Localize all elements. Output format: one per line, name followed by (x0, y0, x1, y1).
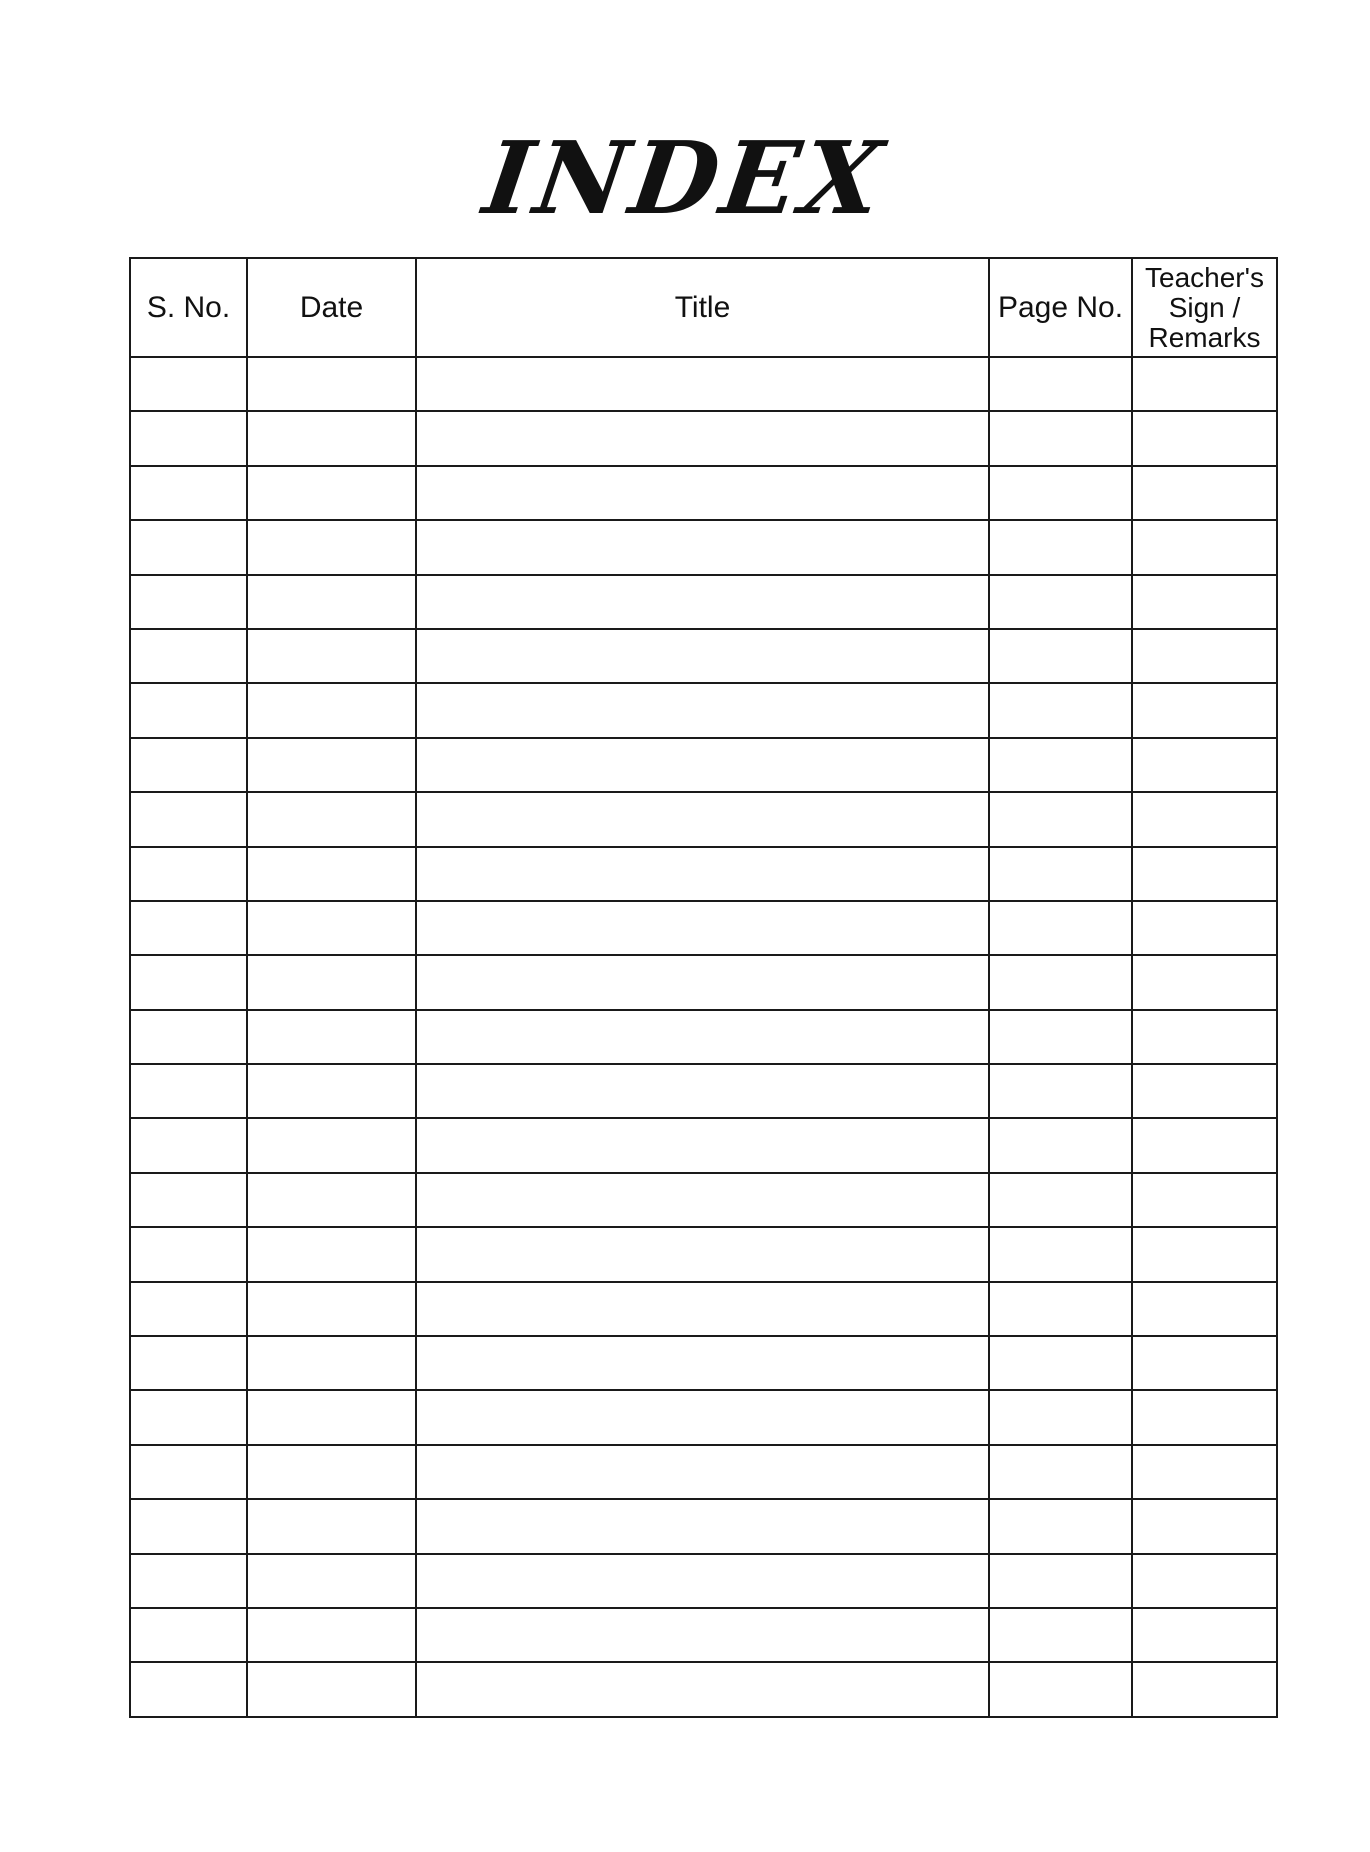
page-no-cell[interactable] (989, 1336, 1132, 1390)
s-no-cell[interactable] (130, 1173, 247, 1227)
title-cell[interactable] (416, 792, 989, 846)
s-no-cell[interactable] (130, 1227, 247, 1281)
date-cell[interactable] (247, 520, 416, 574)
page-title: INDEX (477, 119, 893, 237)
s-no-cell[interactable] (130, 792, 247, 846)
header-row (130, 258, 1277, 357)
table-row (130, 1282, 1277, 1336)
title-cell[interactable] (416, 738, 989, 792)
title-cell[interactable] (416, 683, 989, 737)
remarks-cell[interactable] (1132, 1554, 1277, 1608)
table-row (130, 629, 1277, 683)
remarks-cell[interactable] (1132, 1282, 1277, 1336)
title-cell[interactable] (416, 1282, 989, 1336)
s-no-cell[interactable] (130, 738, 247, 792)
s-no-cell[interactable] (130, 847, 247, 901)
s-no-cell[interactable] (130, 683, 247, 737)
s-no-cell[interactable] (130, 466, 247, 520)
index-table (129, 257, 1278, 1718)
s-no-cell[interactable] (130, 1010, 247, 1064)
date-cell[interactable] (247, 1390, 416, 1444)
page-no-cell[interactable] (989, 1608, 1132, 1662)
header-page-no: Page No. (989, 258, 1132, 357)
table-row (130, 1390, 1277, 1444)
title-cell[interactable] (416, 1390, 989, 1444)
s-no-cell[interactable] (130, 1390, 247, 1444)
date-cell[interactable] (247, 738, 416, 792)
title-cell[interactable] (416, 1499, 989, 1553)
s-no-cell[interactable] (130, 1064, 247, 1118)
page-no-cell[interactable] (989, 1010, 1132, 1064)
remarks-cell[interactable] (1132, 955, 1277, 1009)
table-row (130, 683, 1277, 737)
remarks-cell[interactable] (1132, 792, 1277, 846)
title-cell[interactable] (416, 575, 989, 629)
remarks-cell[interactable] (1132, 847, 1277, 901)
remarks-cell[interactable] (1132, 738, 1277, 792)
page-no-cell[interactable] (989, 683, 1132, 737)
page-no-cell[interactable] (989, 1390, 1132, 1444)
page-no-cell[interactable] (989, 847, 1132, 901)
s-no-cell[interactable] (130, 411, 247, 465)
s-no-cell[interactable] (130, 901, 247, 955)
page-no-cell[interactable] (989, 1445, 1132, 1499)
remarks-cell[interactable] (1132, 357, 1277, 411)
header-date: Date (247, 258, 416, 357)
remarks-cell[interactable] (1132, 1064, 1277, 1118)
s-no-cell[interactable] (130, 1445, 247, 1499)
s-no-cell[interactable] (130, 1662, 247, 1716)
remarks-cell[interactable] (1132, 575, 1277, 629)
page-no-cell[interactable] (989, 1064, 1132, 1118)
title-cell[interactable] (416, 357, 989, 411)
remarks-cell[interactable] (1132, 901, 1277, 955)
date-cell[interactable] (247, 1064, 416, 1118)
date-cell[interactable] (247, 1554, 416, 1608)
title-cell[interactable] (416, 411, 989, 465)
remarks-cell[interactable] (1132, 1662, 1277, 1716)
header-remarks-line-1: Teacher's (1145, 261, 1264, 293)
table-row (130, 1064, 1277, 1118)
page-no-cell[interactable] (989, 1227, 1132, 1281)
remarks-cell[interactable] (1132, 1608, 1277, 1662)
table-row (130, 1118, 1277, 1172)
date-cell[interactable] (247, 357, 416, 411)
date-cell[interactable] (247, 847, 416, 901)
title-cell[interactable] (416, 901, 989, 955)
date-cell[interactable] (247, 1608, 416, 1662)
table-row (130, 411, 1277, 465)
date-cell[interactable] (247, 1499, 416, 1553)
page-no-cell[interactable] (989, 357, 1132, 411)
page-no-cell[interactable] (989, 792, 1132, 846)
s-no-cell[interactable] (130, 1554, 247, 1608)
page-no-cell[interactable] (989, 955, 1132, 1009)
page-no-cell[interactable] (989, 901, 1132, 955)
s-no-cell[interactable] (130, 955, 247, 1009)
date-cell[interactable] (247, 575, 416, 629)
title-cell[interactable] (416, 1010, 989, 1064)
table-row (130, 520, 1277, 574)
table-row (130, 1554, 1277, 1608)
title-cell[interactable] (416, 1118, 989, 1172)
date-cell[interactable] (247, 1010, 416, 1064)
s-no-cell[interactable] (130, 629, 247, 683)
table-row (130, 901, 1277, 955)
title-cell[interactable] (416, 1662, 989, 1716)
page-no-cell[interactable] (989, 629, 1132, 683)
table-row (130, 1445, 1277, 1499)
date-cell[interactable] (247, 1662, 416, 1716)
table-row (130, 575, 1277, 629)
table-row (130, 1010, 1277, 1064)
s-no-cell[interactable] (130, 575, 247, 629)
title-cell[interactable] (416, 955, 989, 1009)
date-cell[interactable] (247, 955, 416, 1009)
date-cell[interactable] (247, 466, 416, 520)
title-cell[interactable] (416, 1554, 989, 1608)
remarks-cell[interactable] (1132, 683, 1277, 737)
table-row (130, 1173, 1277, 1227)
page-no-cell[interactable] (989, 1173, 1132, 1227)
header-remarks-line-3: Remarks (1148, 321, 1261, 353)
page-no-cell[interactable] (989, 411, 1132, 465)
title-cell[interactable] (416, 1064, 989, 1118)
page-no-cell[interactable] (989, 466, 1132, 520)
header-title: Title (416, 258, 989, 357)
remarks-cell[interactable] (1132, 1499, 1277, 1553)
remarks-cell[interactable] (1132, 411, 1277, 465)
remarks-cell[interactable] (1132, 1336, 1277, 1390)
remarks-cell[interactable] (1132, 1445, 1277, 1499)
title-cell[interactable] (416, 1445, 989, 1499)
title-cell[interactable] (416, 629, 989, 683)
table-row (130, 847, 1277, 901)
page-no-cell[interactable] (989, 1662, 1132, 1716)
table-row (130, 1227, 1277, 1281)
s-no-cell[interactable] (130, 1499, 247, 1553)
title-cell[interactable] (416, 1173, 989, 1227)
s-no-cell[interactable] (130, 1118, 247, 1172)
date-cell[interactable] (247, 411, 416, 465)
title-cell[interactable] (416, 847, 989, 901)
page-no-cell[interactable] (989, 1499, 1132, 1553)
index-table-body (130, 357, 1277, 1717)
table-row (130, 1336, 1277, 1390)
page-no-cell[interactable] (989, 1118, 1132, 1172)
table-row (130, 1662, 1277, 1716)
table-row (130, 1608, 1277, 1662)
remarks-cell[interactable] (1132, 1227, 1277, 1281)
date-cell[interactable] (247, 683, 416, 737)
s-no-cell[interactable] (130, 1282, 247, 1336)
remarks-cell[interactable] (1132, 1010, 1277, 1064)
remarks-cell[interactable] (1132, 1390, 1277, 1444)
date-cell[interactable] (247, 1173, 416, 1227)
s-no-cell[interactable] (130, 520, 247, 574)
title-cell[interactable] (416, 1336, 989, 1390)
date-cell[interactable] (247, 629, 416, 683)
title-cell[interactable] (416, 1608, 989, 1662)
s-no-cell[interactable] (130, 357, 247, 411)
table-row (130, 357, 1277, 411)
header-s-no: S. No. (130, 258, 247, 357)
table-row (130, 792, 1277, 846)
s-no-cell[interactable] (130, 1608, 247, 1662)
table-row (130, 466, 1277, 520)
remarks-cell[interactable] (1132, 629, 1277, 683)
remarks-cell[interactable] (1132, 1173, 1277, 1227)
table-row (130, 955, 1277, 1009)
remarks-cell[interactable] (1132, 520, 1277, 574)
date-cell[interactable] (247, 1336, 416, 1390)
table-row (130, 738, 1277, 792)
page-no-cell[interactable] (989, 738, 1132, 792)
date-cell[interactable] (247, 1282, 416, 1336)
remarks-cell[interactable] (1132, 466, 1277, 520)
page-no-cell[interactable] (989, 520, 1132, 574)
date-cell[interactable] (247, 1445, 416, 1499)
date-cell[interactable] (247, 792, 416, 846)
table-row (130, 1499, 1277, 1553)
title-cell[interactable] (416, 466, 989, 520)
page-no-cell[interactable] (989, 1554, 1132, 1608)
header-teacher-sign-remarks (1132, 258, 1277, 357)
title-cell[interactable] (416, 520, 989, 574)
remarks-cell[interactable] (1132, 1118, 1277, 1172)
page-no-cell[interactable] (989, 575, 1132, 629)
s-no-cell[interactable] (130, 1336, 247, 1390)
date-cell[interactable] (247, 1227, 416, 1281)
header-remarks-line-2: Sign / (1168, 291, 1241, 323)
page-no-cell[interactable] (989, 1282, 1132, 1336)
date-cell[interactable] (247, 901, 416, 955)
title-cell[interactable] (416, 1227, 989, 1281)
date-cell[interactable] (247, 1118, 416, 1172)
